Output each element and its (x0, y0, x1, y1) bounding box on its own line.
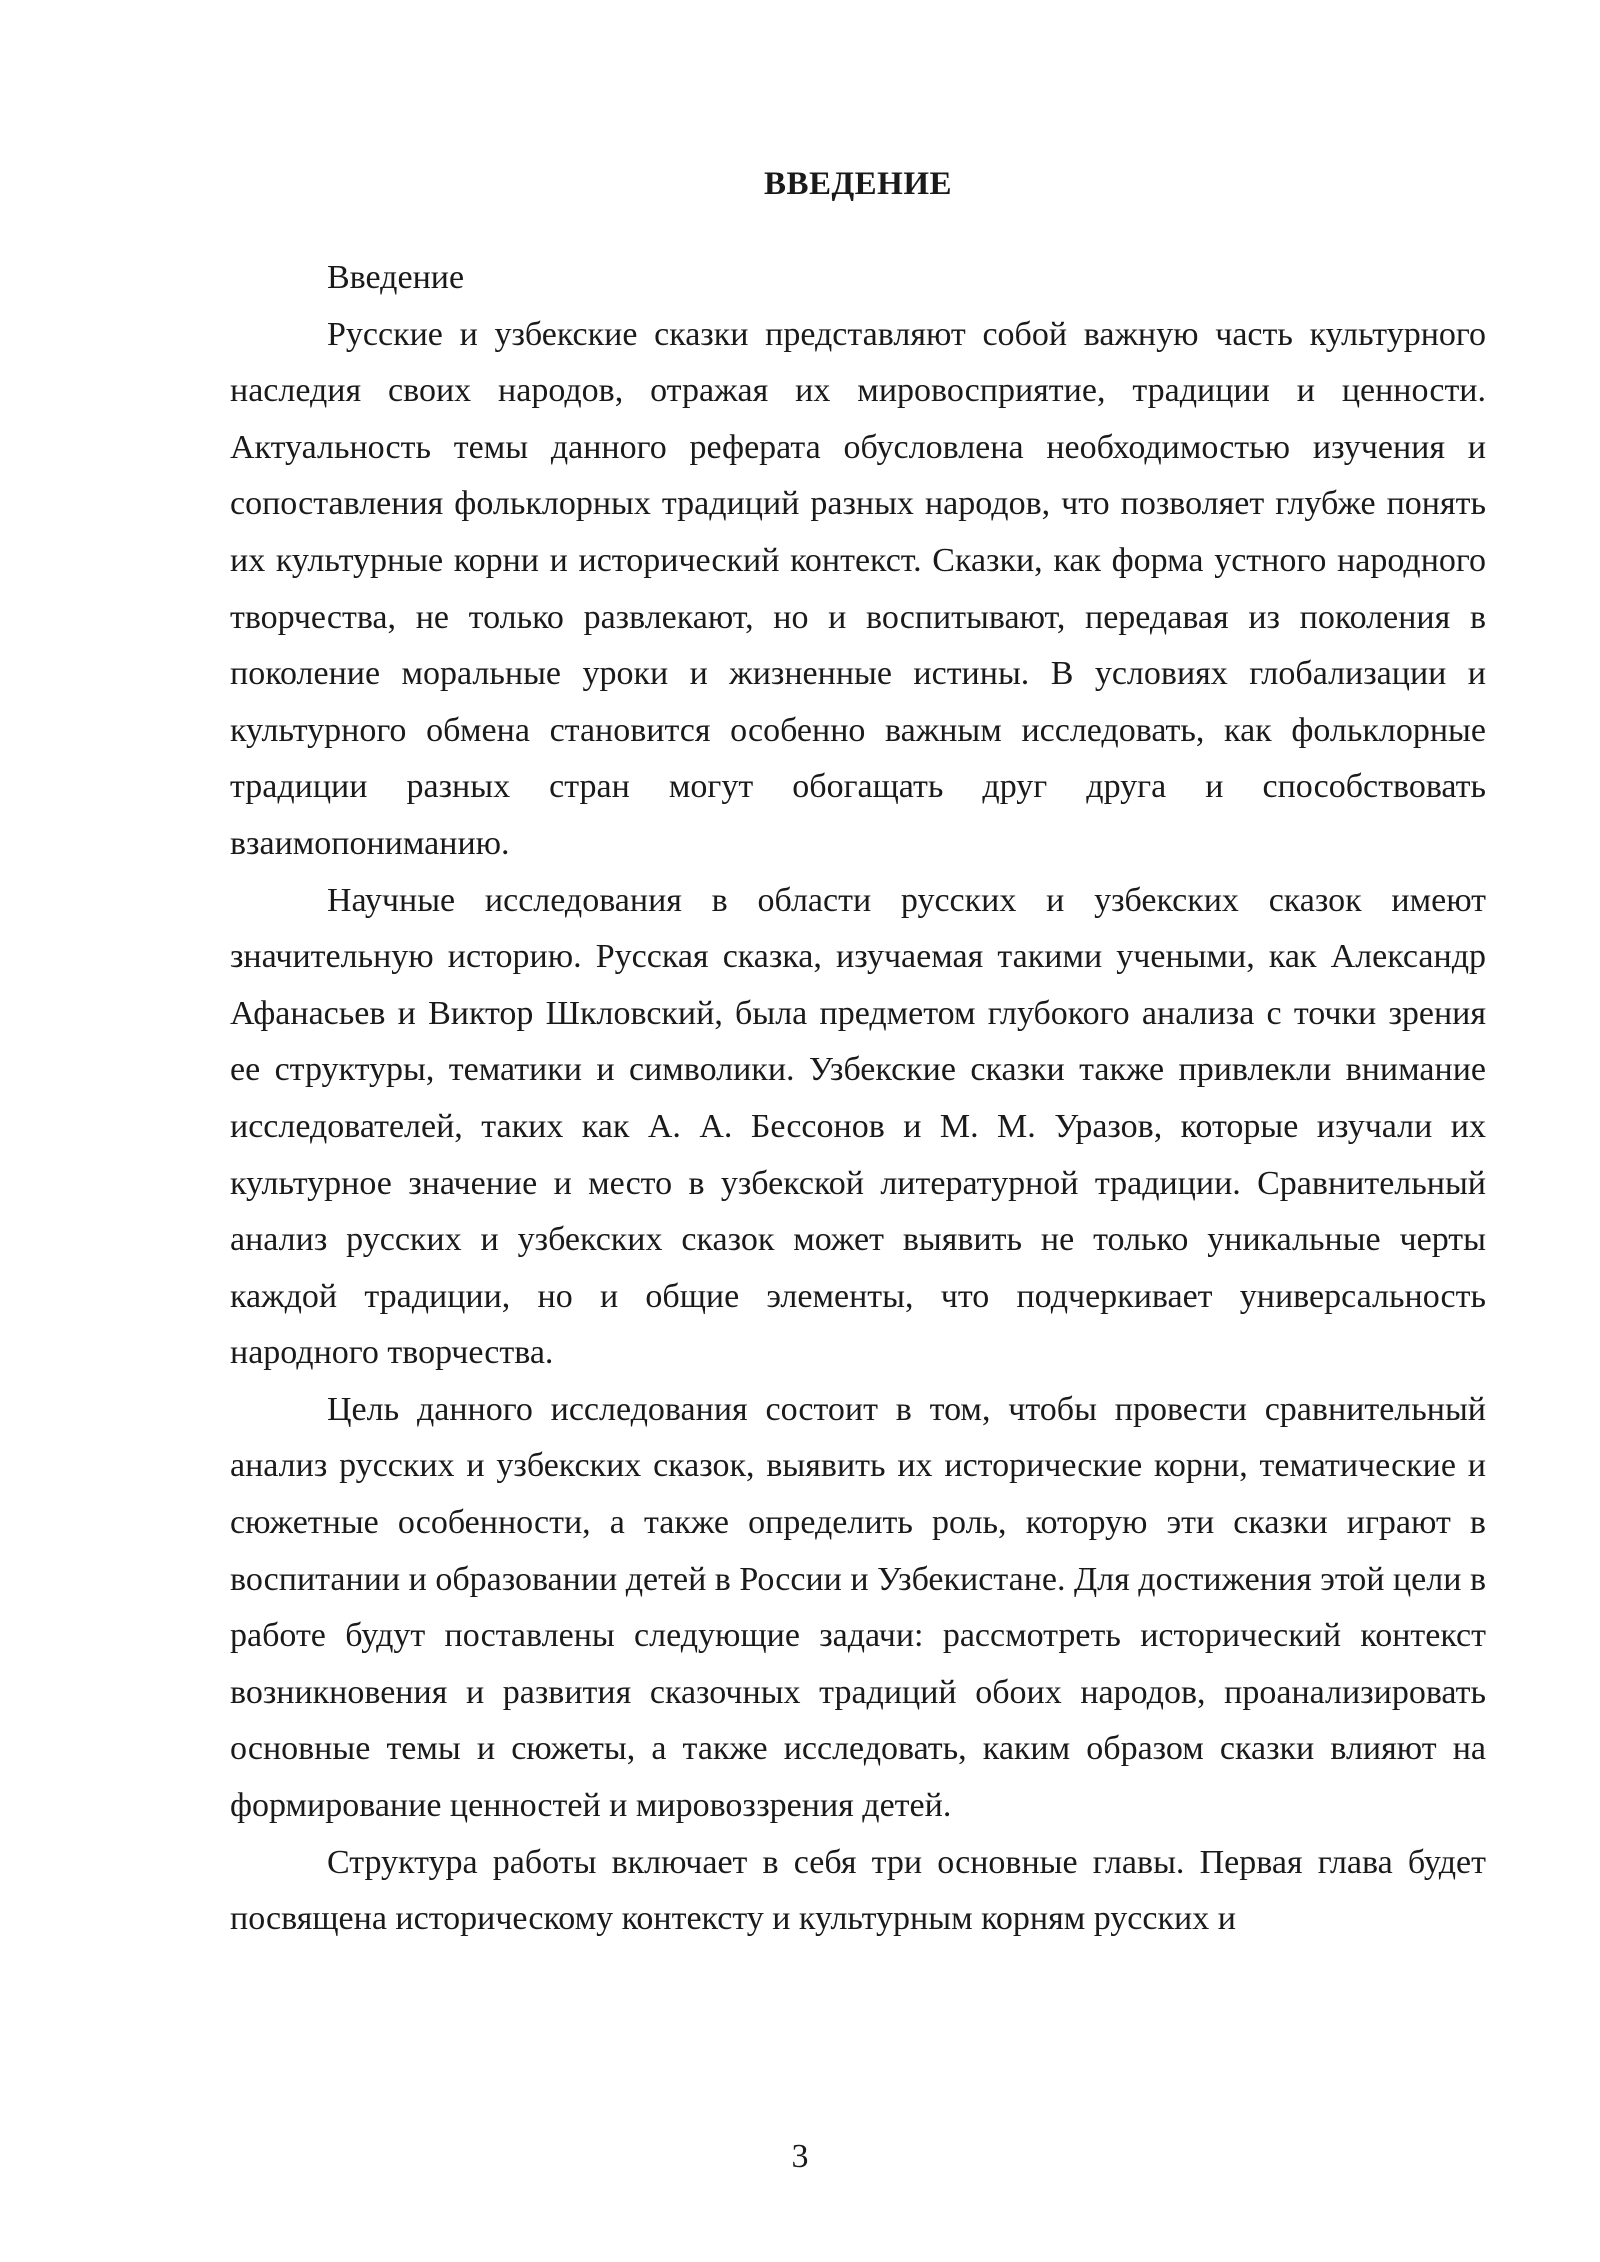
paragraph-research-history: Научные исследования в области русских и узбекских сказок имеют значительную историю. Русская сказка, изучаемая такими учеными, как Александр Афанасьев и Виктор Шкловский, была предметом глубокого анализа с точки зрения ее структуры, тематики и символики. Узбекские сказки также привлекли внимание исследователей, таких как А. А. Бессонов и М. М. Уразов, которые изучали их культурное значение и место в узбекской литературной традиции. Сравнительный анализ русских и узбекских сказок может выявить не только уникальные черты каждой традиции, но и общие элементы, что подчеркивает универсальность народного творчества. (230, 881, 1486, 1372)
paragraph-goal: Цель данного исследования состоит в том, чтобы провести сравнительный анализ русских и узбекских сказок, выявить их исторические корни, тематические и сюжетные особенности, а также определить роль, которую эти сказки играют в воспитании и образовании детей в России и Узбекистане. Для достижения этой цели в работе будут поставлены следующие задачи: рассмотреть исторический контекст возникновения и развития сказочных традиций обоих народов, проанализировать основные темы и сюжеты, а также исследовать, каким образом сказки влияют на формирование ценностей и мировоззрения детей. (230, 1390, 1486, 1825)
paragraph-subtitle: Введение (327, 259, 465, 296)
paragraph-structure: Структура работы включает в себя три основные главы. Первая глава будет посвящена историческому контексту и культурным корням русских и (230, 1843, 1486, 1938)
body-text (230, 250, 1486, 1948)
page-number: 3 (791, 2138, 809, 2175)
paragraph-relevance: Русские и узбекские сказки представляют собой важную часть культурного наследия своих народов, отражая их мировосприятие, традиции и ценности. Актуальность темы данного реферата обусловлена необходимостью изучения и сопоставления фольклорных традиций разных народов, что позволяет глубже понять их культурные корни и исторический контекст. Сказки, как форма устного народного творчества, не только развлекают, но и воспитывают, передавая из поколения в поколение моральные уроки и жизненные истины. В условиях глобализации и культурного обмена становится особенно важным исследовать, как фольклорные традиции разных стран могут обогащать друг друга и способствовать взаимопониманию. (230, 315, 1486, 862)
section-heading: ВВЕДЕНИЕ (763, 166, 953, 202)
